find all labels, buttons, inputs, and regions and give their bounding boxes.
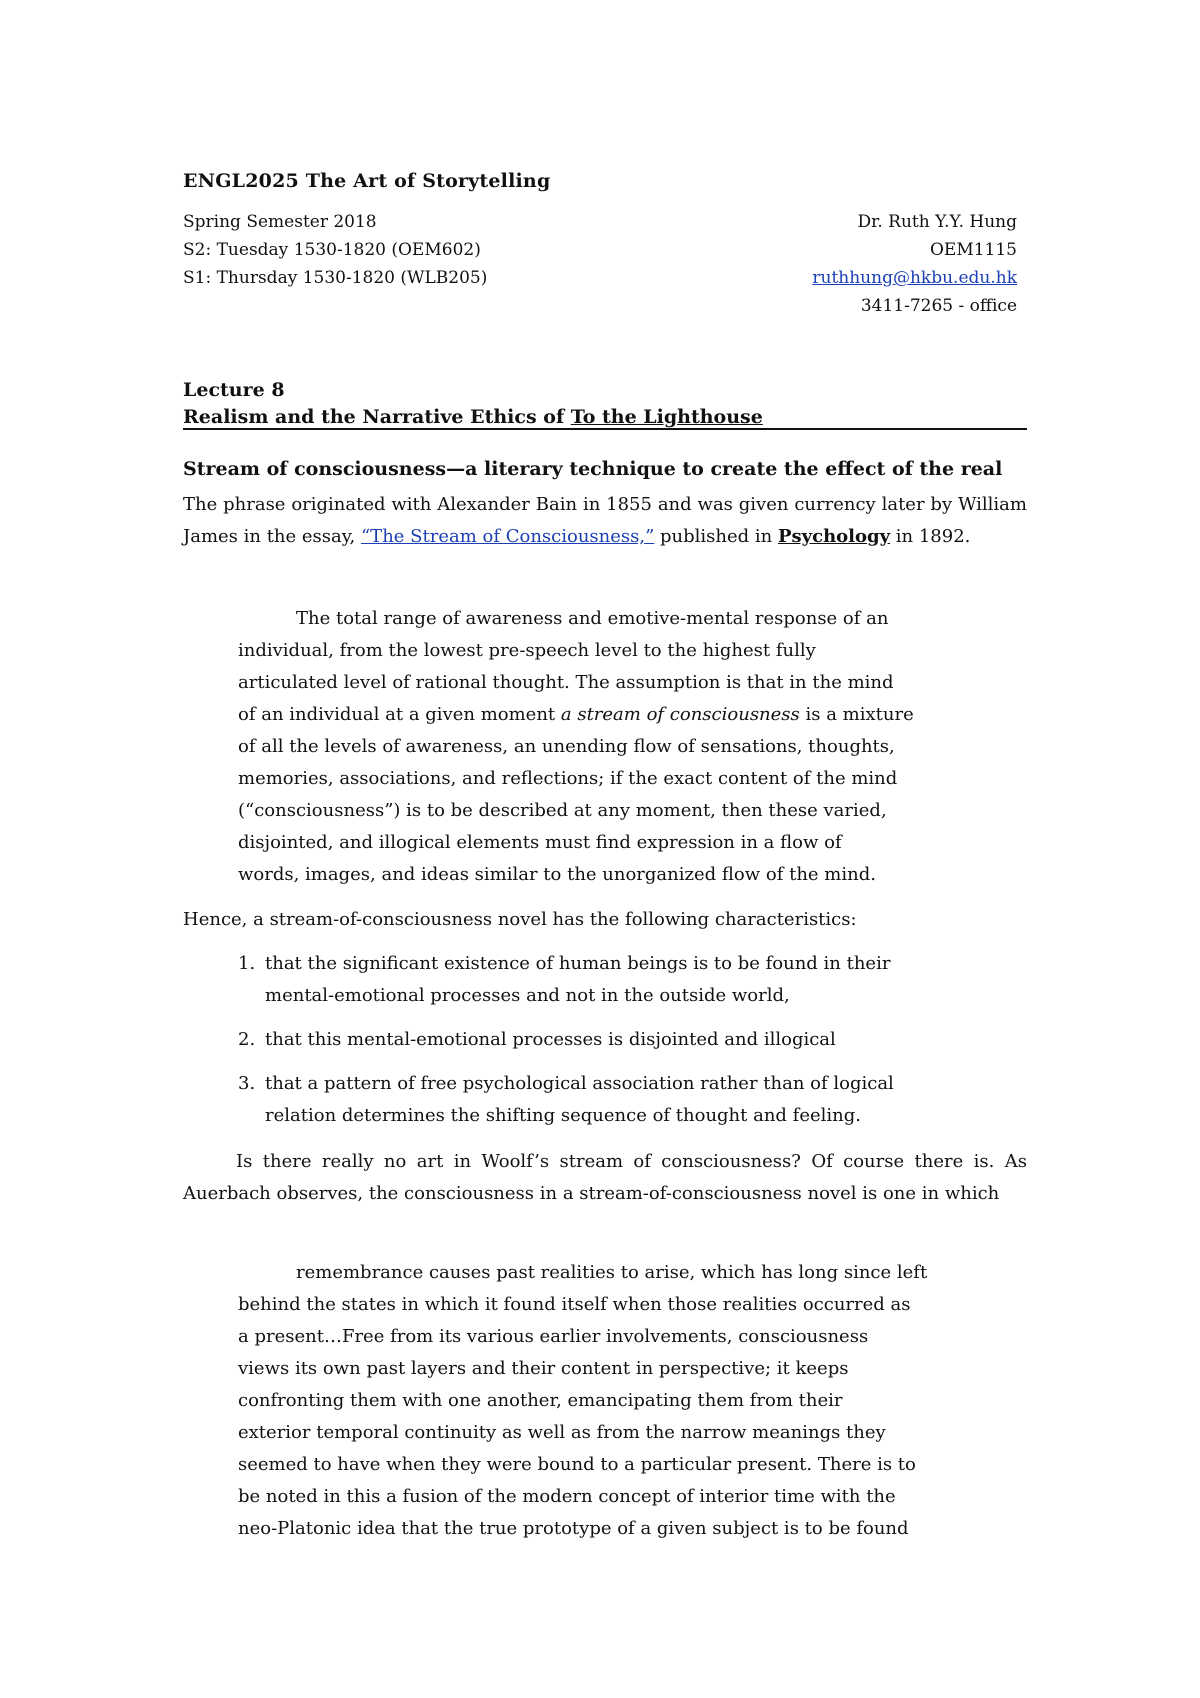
auerbach-paragraph: Is there really no art in Woolf’s stream of consciousness? Of course there is. As Auerbach observes, the consciousness in a stream-of-consciousness novel is one in which	[183, 1151, 1027, 1204]
quote2-line: neo-Platonic idea that the true prototype of a given subject is to be found	[238, 1518, 909, 1539]
course-title: ENGL2025 The Art of Storytelling	[183, 170, 551, 192]
list-number: 1.	[238, 953, 256, 974]
quote2-line: behind the states in which it found itself when those realities occurred as	[238, 1294, 911, 1315]
heading-divider	[183, 428, 1027, 430]
block-quote-2	[238, 1257, 958, 1545]
list-item-text: that a pattern of free psychological association rather than of logical	[265, 1073, 894, 1094]
semester-line: Spring Semester 2018	[183, 212, 377, 232]
intro-paragraph	[183, 489, 1027, 553]
quote2-line: be noted in this a fusion of the modern concept of interior time with the	[238, 1486, 896, 1507]
quote1-line: of all the levels of awareness, an unending flow of sensations, thoughts,	[238, 736, 895, 757]
lecture-title	[183, 404, 763, 431]
quote2-line: exterior temporal continuity as well as from the narrow meanings they	[238, 1422, 886, 1443]
journal-title: Psychology	[777, 526, 891, 547]
block-quote-1	[238, 603, 958, 891]
quote2-line: views its own past layers and their content in perspective; it keeps	[238, 1358, 849, 1379]
quote1-line: words, images, and ideas similar to the unorganized flow of the mind.	[238, 864, 876, 885]
instructor-name: Dr. Ruth Y.Y. Hung	[857, 212, 1017, 232]
phone-number: 3411-7265 - office	[860, 296, 1017, 316]
quote1-line: memories, associations, and reflections; if the exact content of the mind	[238, 768, 898, 789]
quote2-line: a present…Free from its various earlier involvements, consciousness	[238, 1326, 869, 1347]
quote1-line: (“consciousness”) is to be described at any moment, then these varied,	[238, 800, 887, 821]
section-heading: Stream of consciousness—a literary technique to create the effect of the real	[183, 458, 1003, 480]
session-s2-line: S2: Tuesday 1530-1820 (OEM602)	[183, 240, 481, 260]
list-item-text: that this mental-emotional processes is disjointed and illogical	[265, 1029, 836, 1050]
intro-text-2: published in	[654, 526, 778, 547]
intro-text-1: The phrase originated with Alexander Bain in 1855 and was given currency later by William James in the essay,	[183, 494, 1027, 547]
quote2-line: confronting them with one another, emancipating them from their	[238, 1390, 843, 1411]
session-s1-line: S1: Thursday 1530-1820 (WLB205)	[183, 268, 488, 288]
intro-text-3: in 1892.	[890, 526, 971, 547]
quote1-line4-a: of an individual at a given moment	[238, 704, 561, 725]
essay-link[interactable]: “The Stream of Consciousness,”	[360, 526, 655, 547]
quote1-emphasis: a stream of consciousness	[560, 704, 800, 725]
quote1-line4-b: is a mixture	[799, 704, 914, 725]
quote1-line: The total range of awareness and emotive-mental response of an	[296, 608, 889, 629]
quote1-line: individual, from the lowest pre-speech level to the highest fully	[238, 640, 816, 661]
email-link[interactable]: ruthhung@hkbu.edu.hk	[812, 268, 1017, 288]
list-item-text: that the significant existence of human beings is to be found in their	[265, 953, 891, 974]
quote1-line	[238, 699, 958, 731]
instructor-info	[812, 208, 1017, 320]
lecture-number: Lecture 8	[183, 379, 285, 401]
lecture-heading	[183, 377, 763, 431]
quote1-line: articulated level of rational thought. The assumption is that in the mind	[238, 672, 894, 693]
list-item-text: mental-emotional processes and not in the outside world,	[265, 985, 790, 1006]
quote1-line: disjointed, and illogical elements must find expression in a flow of	[238, 832, 842, 853]
hence-paragraph: Hence, a stream-of-consciousness novel has the following characteristics:	[183, 909, 857, 930]
list-number: 2.	[238, 1029, 256, 1050]
list-item-text: relation determines the shifting sequence of thought and feeling.	[265, 1105, 861, 1126]
office-room: OEM1115	[929, 240, 1017, 260]
lecture-title-prefix: Realism and the Narrative Ethics of	[183, 406, 571, 428]
quote2-line: remembrance causes past realities to arise, which has long since left	[296, 1262, 928, 1283]
list-number: 3.	[238, 1073, 256, 1094]
quote2-line: seemed to have when they were bound to a particular present. There is to	[238, 1454, 916, 1475]
semester-info	[183, 208, 487, 292]
lecture-title-work: To the Lighthouse	[570, 406, 763, 428]
